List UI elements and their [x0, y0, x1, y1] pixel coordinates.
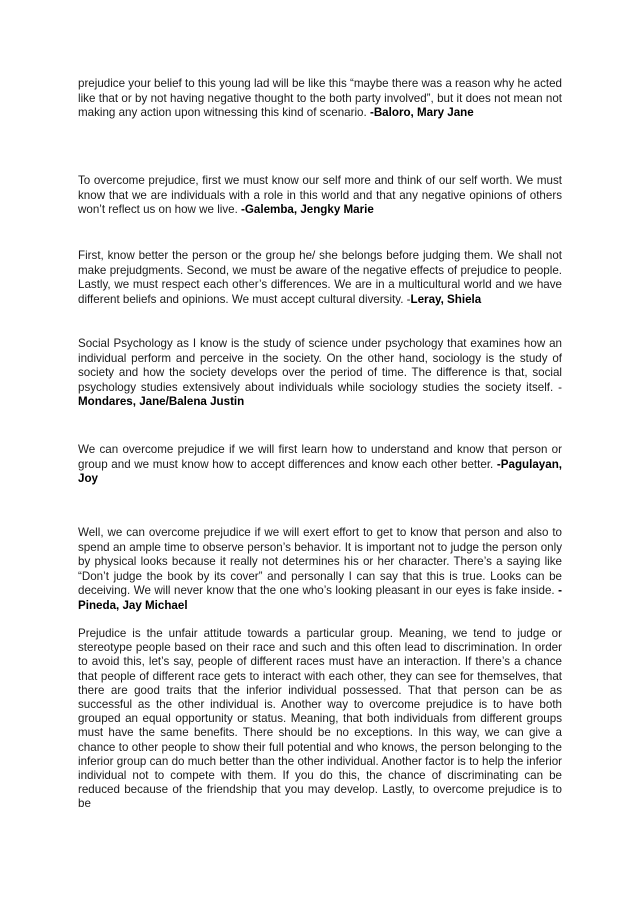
paragraph-text: We can overcome prejudice if we will first learn how to understand and know that person or group and we must know how to accept differences and know each other better. [78, 443, 562, 471]
paragraph-prejudice-definition [78, 627, 562, 812]
paragraph-galemba [78, 174, 562, 218]
author-name: -Baloro, Mary Jane [369, 106, 474, 119]
paragraph-text: Prejudice is the unfair attitude towards a particular group. Meaning, we tend to judge or stereotype people based on their race and such and this often lead to discrimination. In order to avoid this, let’s say, people of different races must have an interaction. If there’s a chance that people of different race gets to interact with each other, they can see for themselves, that there are good traits that the inferior individual possessed. That that person can be as successful as the other individual is. Another way to overcome prejudice is to have both grouped an equal opportunity or status. Meaning, that both individuals from different groups must have the same benefits. There should be no exceptions. In this way, we can give a chance to other people to show their full potential and who knows, the person belonging to the inferior group can do much better than the other individual. Another factor is to help the inferior individual not to compete with them. If you do this, the chance of discriminating can be reduced because of the friendship that you may develop. Lastly, to overcome prejudice is to be [78, 627, 562, 811]
paragraph-text: First, know better the person or the group he/ she belongs before judging them. We shall not make prejudgments. Second, we must be aware of the negative effects of prejudice to people. Lastly, we must respect each other’s differences. We are in a multicultural world and we have different beliefs and opinions. We must accept cultural diversity. - [78, 249, 562, 306]
paragraph-pineda [78, 526, 562, 613]
paragraph-leray [78, 249, 562, 307]
paragraph-text: To overcome prejudice, first we must know our self more and think of our self worth. We must know that we are individuals with a role in this world and that any negative opinions of others won’t reflect us on how we live. [78, 174, 562, 216]
author-name: Leray, Shiela [410, 292, 482, 306]
paragraph-text: prejudice your belief to this young lad will be like this “maybe there was a reason why he acted like that or by not having negative thought to the both party involved”, but it does not mean not making any action upon witnessing this kind of scenario. [78, 77, 562, 119]
author-name: -Pagulayan, Joy [78, 457, 562, 485]
paragraph-mondares [78, 337, 562, 410]
paragraph-pagulayan [78, 443, 562, 487]
author-name: Mondares, Jane/Balena Justin [78, 395, 245, 408]
paragraph-text: Well, we can overcome prejudice if we will exert effort to get to know that person and also to spend an ample time to observe person’s behavior. It is important not to judge the person only by physical looks because it really not determines his or her character. There’s a saying like “Don’t judge the book by its cover” and personally I can say that this is true. Looks can be deceiving. We will never know that the one who’s looking pleasant in our eyes is fake inside. [78, 526, 562, 597]
author-name: -Pineda, Jay Michael [78, 584, 562, 612]
author-name: -Galemba, Jengky Marie [241, 203, 374, 216]
paragraph-text: Social Psychology as I know is the study of science under psychology that examines how an individual perform and perceive in the society. On the other hand, sociology is the study of society and how the society develops over the period of time. The difference is that, social psychology studies extensively about individuals while sociology studies the society itself. - [78, 337, 562, 394]
paragraph-baloro [78, 77, 562, 121]
